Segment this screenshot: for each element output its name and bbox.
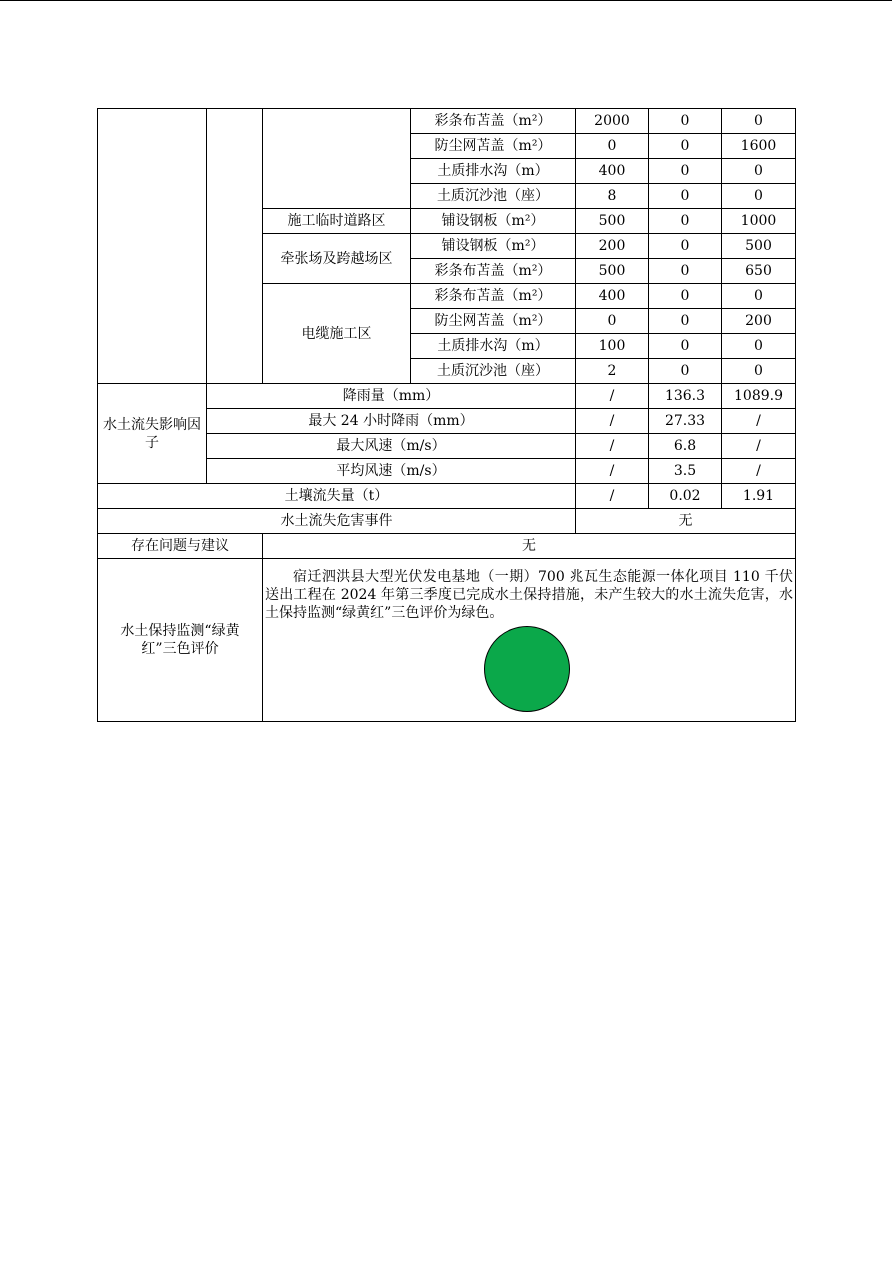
- value-cell: 400: [576, 159, 649, 184]
- value-cell: 136.3: [649, 384, 722, 409]
- evaluation-label: 水土保持监测“绿黄红”三色评价: [98, 559, 263, 722]
- value-cell: 500: [576, 209, 649, 234]
- measure-item: 铺设钢板（m²）: [411, 209, 576, 234]
- measure-item: 彩条布苫盖（m²）: [411, 259, 576, 284]
- value-cell: /: [576, 434, 649, 459]
- value-cell: 0: [649, 134, 722, 159]
- value-cell: /: [576, 484, 649, 509]
- value-cell: 8: [576, 184, 649, 209]
- value-cell: 0: [576, 134, 649, 159]
- value-cell: 0: [649, 259, 722, 284]
- measure-item: 彩条布苫盖（m²）: [411, 109, 576, 134]
- hazard-value: 无: [576, 509, 796, 534]
- value-cell: 2000: [576, 109, 649, 134]
- value-cell: 0.02: [649, 484, 722, 509]
- measure-item: 防尘网苫盖（m²）: [411, 134, 576, 159]
- value-cell: 1000: [722, 209, 796, 234]
- value-cell: 3.5: [649, 459, 722, 484]
- value-cell: 0: [649, 109, 722, 134]
- value-cell: 0: [722, 359, 796, 384]
- area-temp-road: 施工临时道路区: [263, 209, 411, 234]
- area-tension-field: 牵张场及跨越场区: [263, 234, 411, 284]
- value-cell: 0: [722, 159, 796, 184]
- value-cell: 6.8: [649, 434, 722, 459]
- measure-item: 土质排水沟（m）: [411, 159, 576, 184]
- value-cell: 500: [576, 259, 649, 284]
- factor-item: 最大 24 小时降雨（mm）: [207, 409, 576, 434]
- measure-item: 彩条布苫盖（m²）: [411, 284, 576, 309]
- value-cell: /: [576, 409, 649, 434]
- blank-cell: [98, 109, 207, 384]
- value-cell: /: [722, 459, 796, 484]
- issues-label: 存在问题与建议: [98, 534, 263, 559]
- factor-item: 降雨量（mm）: [207, 384, 576, 409]
- factor-item: 最大风速（m/s）: [207, 434, 576, 459]
- soil-loss-label: 土壤流失量（t）: [98, 484, 576, 509]
- table-row: [98, 509, 796, 534]
- green-rating-circle: [484, 626, 570, 712]
- value-cell: 400: [576, 284, 649, 309]
- value-cell: /: [722, 434, 796, 459]
- evaluation-text: 宿迁泗洪县大型光伏发电基地（一期）700 兆瓦生态能源一体化项目 110 千伏送出工程在 2024 年第三季度已完成水土保持措施，未产生较大的水土流失危害，水土保持监测“绿黄红”三色评价为绿色。: [265, 569, 793, 621]
- value-cell: /: [722, 409, 796, 434]
- value-cell: 0: [649, 359, 722, 384]
- value-cell: 0: [649, 209, 722, 234]
- table-row: [98, 109, 796, 134]
- value-cell: 0: [649, 309, 722, 334]
- factor-item: 平均风速（m/s）: [207, 459, 576, 484]
- blank-cell: [207, 109, 263, 384]
- hazard-label: 水土流失危害事件: [98, 509, 576, 534]
- value-cell: 0: [722, 284, 796, 309]
- value-cell: 27.33: [649, 409, 722, 434]
- measure-item: 土质排水沟（m）: [411, 334, 576, 359]
- page-top-border: [0, 0, 892, 1]
- value-cell: 1089.9: [722, 384, 796, 409]
- issues-value: 无: [263, 534, 796, 559]
- measure-item: 土质沉沙池（座）: [411, 359, 576, 384]
- measure-item: 防尘网苫盖（m²）: [411, 309, 576, 334]
- table-row: [98, 534, 796, 559]
- value-cell: 0: [722, 109, 796, 134]
- value-cell: /: [576, 459, 649, 484]
- value-cell: 650: [722, 259, 796, 284]
- monitoring-table: [97, 108, 796, 722]
- value-cell: 0: [649, 184, 722, 209]
- area-cell: [263, 109, 411, 209]
- value-cell: 200: [576, 234, 649, 259]
- value-cell: 2: [576, 359, 649, 384]
- value-cell: 0: [649, 334, 722, 359]
- measure-item: 土质沉沙池（座）: [411, 184, 576, 209]
- value-cell: 0: [649, 234, 722, 259]
- table-row: [98, 484, 796, 509]
- value-cell: 0: [649, 284, 722, 309]
- table-row: [98, 559, 796, 722]
- value-cell: 0: [649, 159, 722, 184]
- value-cell: 1.91: [722, 484, 796, 509]
- factors-label: 水土流失影响因子: [98, 384, 207, 484]
- table-row: [98, 384, 796, 409]
- value-cell: 1600: [722, 134, 796, 159]
- value-cell: 0: [576, 309, 649, 334]
- value-cell: 0: [722, 334, 796, 359]
- value-cell: 200: [722, 309, 796, 334]
- evaluation-cell: [263, 559, 796, 722]
- area-cable: 电缆施工区: [263, 284, 411, 384]
- measure-item: 铺设钢板（m²）: [411, 234, 576, 259]
- value-cell: 100: [576, 334, 649, 359]
- value-cell: 500: [722, 234, 796, 259]
- value-cell: 0: [722, 184, 796, 209]
- value-cell: /: [576, 384, 649, 409]
